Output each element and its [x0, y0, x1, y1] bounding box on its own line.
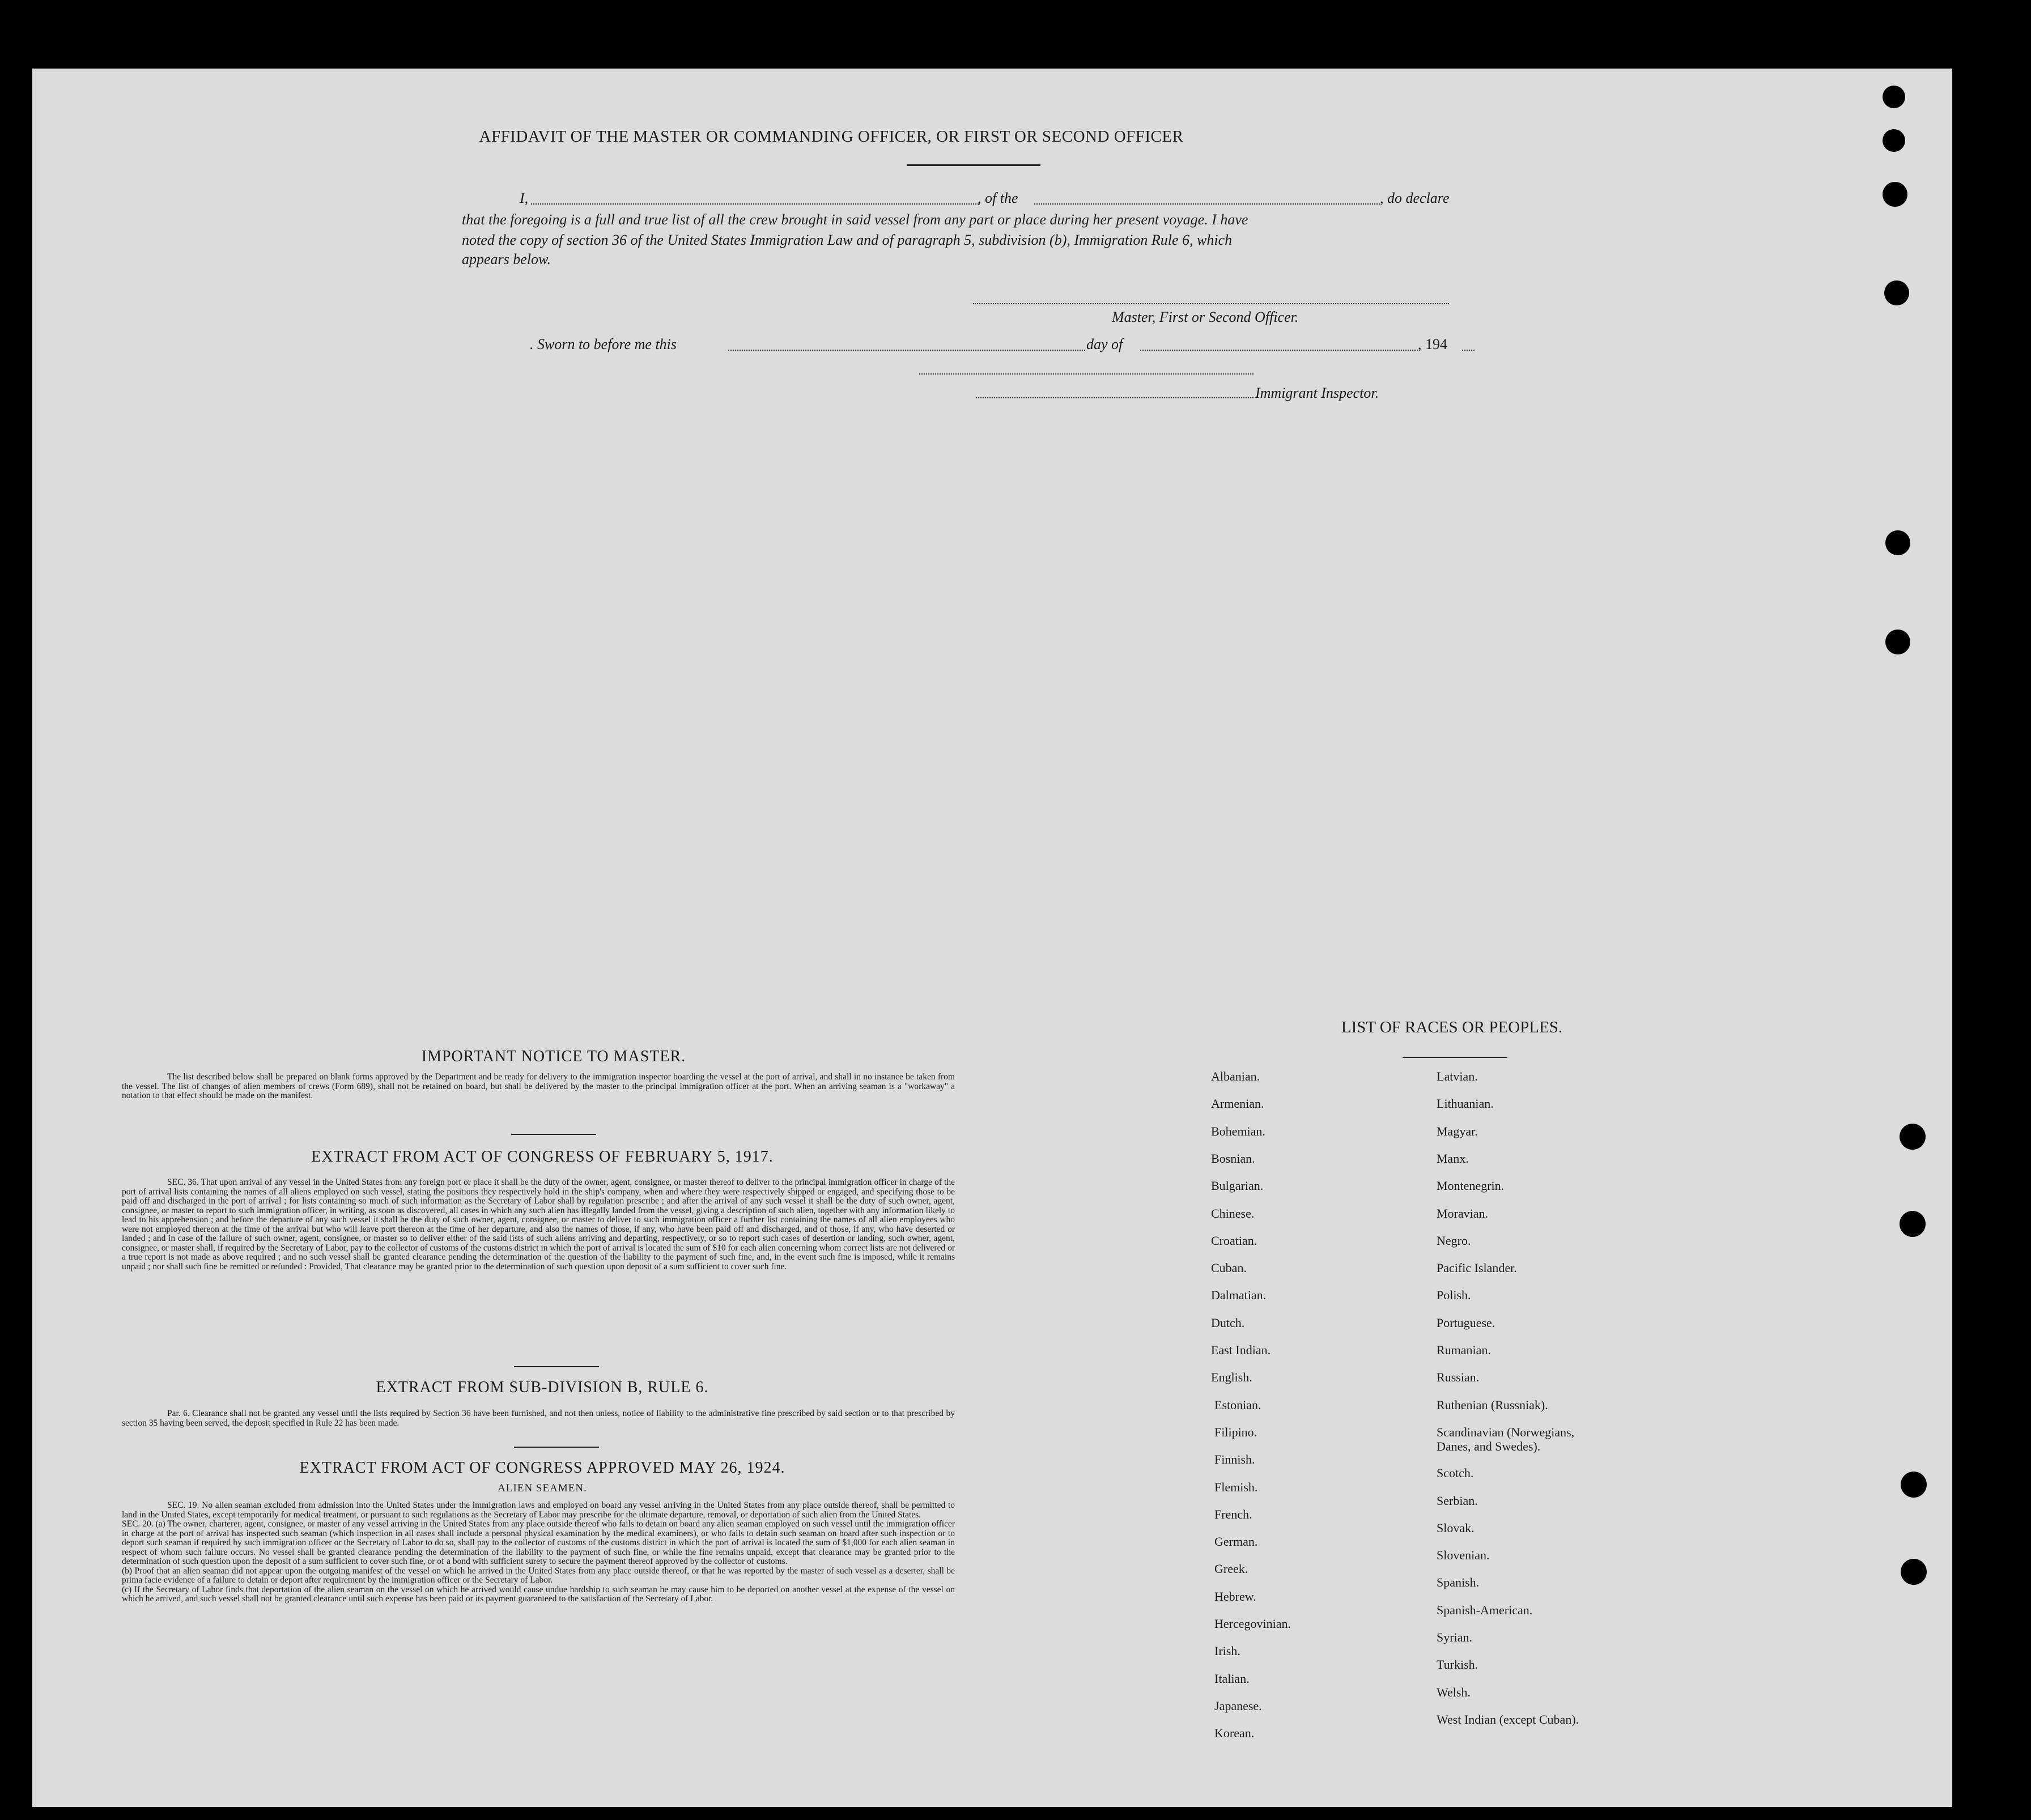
- race-item: Slovenian.: [1437, 1548, 1490, 1563]
- punch-hole: [1883, 129, 1905, 152]
- race-item: Rumanian.: [1437, 1343, 1491, 1357]
- race-item: Croatian.: [1211, 1233, 1257, 1248]
- divider: [511, 1134, 596, 1135]
- race-item: Greek.: [1214, 1562, 1248, 1576]
- extract-1924-text: SEC. 19. No alien seaman excluded from admission into the United States under the immigration laws and employed on board any vessel arriving in the United States from any place outside thereof, shall be permitted to land in the United States, except temporarily for medical treatment, or pursuant to such regulations as the Secretary of Labor may prescribe for the ultimate departure, removal, or deportation of such alien from the United States. SEC. 20. (a) The owner, charterer, agent, consignee, or master of any vessel arriving in the United States from any place outside thereof who fails to detain on board any alien seaman employed on such vessel until the immigration officer in charge at the port of arrival has inspected such seaman (which inspection in all cases shall include a personal physical examination by the medical examiners), or who fails to detain such seaman on board after such inspection or to deport such seaman if required by such immigration officer or the Secretary of Labor to do so, shall pay to the collector of customs of the customs district in which the port of arrival is located the sum of $1,000 for each alien seaman in respect of whom such failure occurs. No vessel shall be granted clearance pending the determination of the liability to the payment of such fine, or while the fine remains unpaid, except that clearance may be granted prior to the determination of such question upon the deposit of a sum sufficient to cover such fine, or of a bond with sufficient surety to secure the payment thereof approved by the collector of customs. (b) Proof that an alien seaman did not appear upon the outgoing manifest of the vessel on which he arrived in the United States from any place outside thereof, or that he was reported by the master of such vessel as a deserter, shall be prima facie evidence of a failure to detain or deport after requirement by the immigration officer or the Secretary of Labor. (c) If the Secretary of Labor finds that deportation of the alien seaman on the vessel on which he arrived would cause undue hardship to such seaman he may cause him to be deported on another vessel at the expense of the vessel on which he arrived, and such vessel shall not be granted clearance until such expense has been paid or its payment guaranteed to the satisfaction of the Secretary of Labor.: [122, 1500, 955, 1604]
- race-item: Bosnian.: [1211, 1151, 1255, 1166]
- day-of-label: day of: [1086, 336, 1123, 352]
- race-item: Dutch.: [1211, 1315, 1245, 1330]
- race-item: Pacific Islander.: [1437, 1261, 1517, 1275]
- race-item: Bulgarian.: [1211, 1179, 1264, 1193]
- race-item: Spanish.: [1437, 1575, 1480, 1590]
- race-item: Moravian.: [1437, 1206, 1489, 1221]
- affidavit-of-the: , of the: [978, 190, 1018, 206]
- race-item: Russian.: [1437, 1370, 1480, 1385]
- inspector-label: Immigrant Inspector.: [1255, 385, 1379, 401]
- race-item: Serbian.: [1437, 1493, 1478, 1508]
- year-label: , 194: [1418, 336, 1447, 352]
- punch-hole: [1885, 530, 1910, 555]
- race-item: Negro.: [1437, 1233, 1471, 1248]
- divider: [514, 1366, 599, 1367]
- race-item: Japanese.: [1214, 1698, 1262, 1713]
- race-item: Cuban.: [1211, 1261, 1247, 1275]
- inspector-signature-line[interactable]: [976, 397, 1254, 398]
- month-blank-line[interactable]: [1140, 350, 1418, 351]
- race-item: Welsh.: [1437, 1685, 1471, 1699]
- race-item: German.: [1214, 1534, 1258, 1549]
- extract-rule6-text: Par. 6. Clearance shall not be granted any vessel until the lists required by Section 36 have been furnished, and not then unless, notice of liability to the administrative fine prescribed by said section or to that prescribed by section 35 having been served, the deposit specified in Rule 22 has been made.: [122, 1409, 955, 1428]
- race-item: Bohemian.: [1211, 1124, 1265, 1138]
- race-item: Scandinavian (Norwegians, Danes, and Swedes).: [1437, 1424, 1575, 1453]
- punch-hole: [1883, 182, 1907, 207]
- race-item: Italian.: [1214, 1671, 1250, 1686]
- race-item: Polish.: [1437, 1288, 1471, 1303]
- master-signature-line[interactable]: [973, 303, 1449, 304]
- sworn-label: . Sworn to before me this: [530, 336, 677, 352]
- punch-hole: [1884, 280, 1909, 305]
- race-item: Ruthenian (Russniak).: [1437, 1397, 1548, 1412]
- race-item: Armenian.: [1211, 1096, 1264, 1111]
- race-item: Korean.: [1214, 1726, 1255, 1741]
- affidavit-line2: that the foregoing is a full and true list of all the crew brought in said vessel from any part or place during her present voyage. I have: [462, 211, 1248, 228]
- race-item: Magyar.: [1437, 1124, 1478, 1138]
- race-item: Turkish.: [1437, 1657, 1478, 1672]
- extract-1917-title: EXTRACT FROM ACT OF CONGRESS OF FEBRUARY 5, 1917.: [311, 1148, 774, 1166]
- extract-rule6-title: EXTRACT FROM SUB-DIVISION B, RULE 6.: [376, 1379, 709, 1396]
- affidavit-line4: appears below.: [462, 251, 551, 267]
- divider: [514, 1447, 599, 1448]
- punch-hole: [1901, 1559, 1927, 1585]
- name-blank-line[interactable]: [531, 203, 979, 205]
- extract-1917-text: SEC. 36. That upon arrival of any vessel in the United States from any foreign port or place it shall be the duty of the owner, agent, consignee, or master thereof to deliver to the principal immigration officer in charge of the port of arrival lists containing the names of all aliens employed on such vessel, stating the positions they respectively hold in the ship's company, when and where they were respectively shipped or engaged, and specifying those to be paid off and discharged in the port of arrival ; for lists containing so much of such information as the Secretary of Labor shall by regulation prescribe ; and after the arrival of any such vessel it shall be the duty of such owner, agent, consignee, or master to report to such immigration officer, in writing, as soon as discovered, all cases in which any such alien has illegally landed from the vessel, giving a description of such alien, together with any information likely to lead to his apprehension ; and before the departure of any such vessel it shall be the duty of such owner, agent, consignee, or master to deliver to such immigration officer a further list containing the names of all alien employees who were not employed thereon at the time of the arrival but who will leave port thereon at the time of her departure, and also the names of those, if any, who have been paid off and discharged, and of those, if any, who have deserted or landed ; and in case of the failure of such owner, agent, consignee, or master so to deliver either of the said lists of such aliens arriving and departing, respectively, or so to report such cases of desertion or landing, such owner, agent, consignee, or master shall, if required by the Secretary of Labor, pay to the collector of customs of the customs district in which the port of arrival is located the sum of $10 for each alien concerning whom correct lists are not delivered or a true report is not made as above required ; and no such vessel shall be granted clearance pending the determination of the question of the liability to the payment of such fine, and, in the event such fine is imposed, while it remains unpaid ; nor shall such fine be remitted or refunded : Provided, That clearance may be granted prior to the determination of such question upon deposit of a sum sufficient to cover such fine.: [122, 1177, 955, 1272]
- document-page: [32, 69, 1952, 1807]
- race-item: Estonian.: [1214, 1397, 1261, 1412]
- race-item: Syrian.: [1437, 1630, 1472, 1644]
- punch-hole: [1883, 86, 1905, 108]
- master-label: Master, First or Second Officer.: [1112, 309, 1299, 325]
- notice-text: The list described below shall be prepared on blank forms approved by the Department and be ready for delivery to the immigration inspector boarding the vessel at the port of arrival, and shall in no instance be taken from the vessel. The list of changes of alien members of crews (Form 689), shall not be retained on board, but shall be delivered by the master to the principal immigration officer at the port. When an arriving seaman is a "workaway" a notation to that effect should be made on the manifest.: [122, 1072, 955, 1100]
- race-item: English.: [1211, 1370, 1252, 1385]
- race-item: Chinese.: [1211, 1206, 1255, 1221]
- race-item: Montenegrin.: [1437, 1179, 1505, 1193]
- race-item: Hebrew.: [1214, 1589, 1256, 1604]
- affidavit-title: AFFIDAVIT OF THE MASTER OR COMMANDING OFFICER, OR FIRST OR SECOND OFFICER: [479, 127, 1184, 146]
- punch-hole: [1900, 1211, 1926, 1237]
- race-item: French.: [1214, 1507, 1252, 1521]
- punch-hole: [1885, 630, 1910, 654]
- race-item: Slovak.: [1437, 1520, 1475, 1535]
- extract-1924-subtitle: ALIEN SEAMEN.: [498, 1482, 587, 1494]
- race-item: Filipino.: [1214, 1424, 1257, 1439]
- title-underline: [907, 164, 1040, 166]
- race-item: Scotch.: [1437, 1466, 1474, 1481]
- affidavit-i: I,: [520, 190, 529, 206]
- race-item: Dalmatian.: [1211, 1288, 1267, 1303]
- race-item: Irish.: [1214, 1644, 1240, 1659]
- race-item: East Indian.: [1211, 1343, 1271, 1357]
- vessel-blank-line[interactable]: [1034, 203, 1380, 205]
- race-item: West Indian (except Cuban).: [1437, 1712, 1579, 1727]
- races-underline: [1403, 1057, 1507, 1058]
- punch-hole: [1901, 1472, 1927, 1498]
- punch-hole: [1900, 1124, 1926, 1150]
- affidavit-line3: noted the copy of section 36 of the United States Immigration Law and of paragraph 5, subdivision (b), Immigration Rule 6, which: [462, 232, 1233, 248]
- race-item: Manx.: [1437, 1151, 1469, 1166]
- races-title: LIST OF RACES OR PEOPLES.: [1341, 1018, 1563, 1036]
- extract-1924-title: EXTRACT FROM ACT OF CONGRESS APPROVED MAY 26, 1924.: [299, 1459, 785, 1477]
- race-item: Latvian.: [1437, 1069, 1478, 1083]
- race-item: Hercegovinian.: [1214, 1617, 1291, 1631]
- affidavit-do-declare: , do declare: [1380, 190, 1450, 206]
- race-item: Finnish.: [1214, 1452, 1255, 1467]
- race-item: Spanish-American.: [1437, 1602, 1533, 1617]
- inspector-line-1[interactable]: [919, 373, 1254, 375]
- race-item: Albanian.: [1211, 1069, 1260, 1083]
- race-item: Lithuanian.: [1437, 1096, 1494, 1111]
- notice-title: IMPORTANT NOTICE TO MASTER.: [421, 1048, 686, 1065]
- race-item: Portuguese.: [1437, 1315, 1495, 1330]
- year-blank-line[interactable]: [1462, 350, 1475, 351]
- sworn-day-line[interactable]: [728, 350, 1085, 351]
- race-item: Flemish.: [1214, 1479, 1258, 1494]
